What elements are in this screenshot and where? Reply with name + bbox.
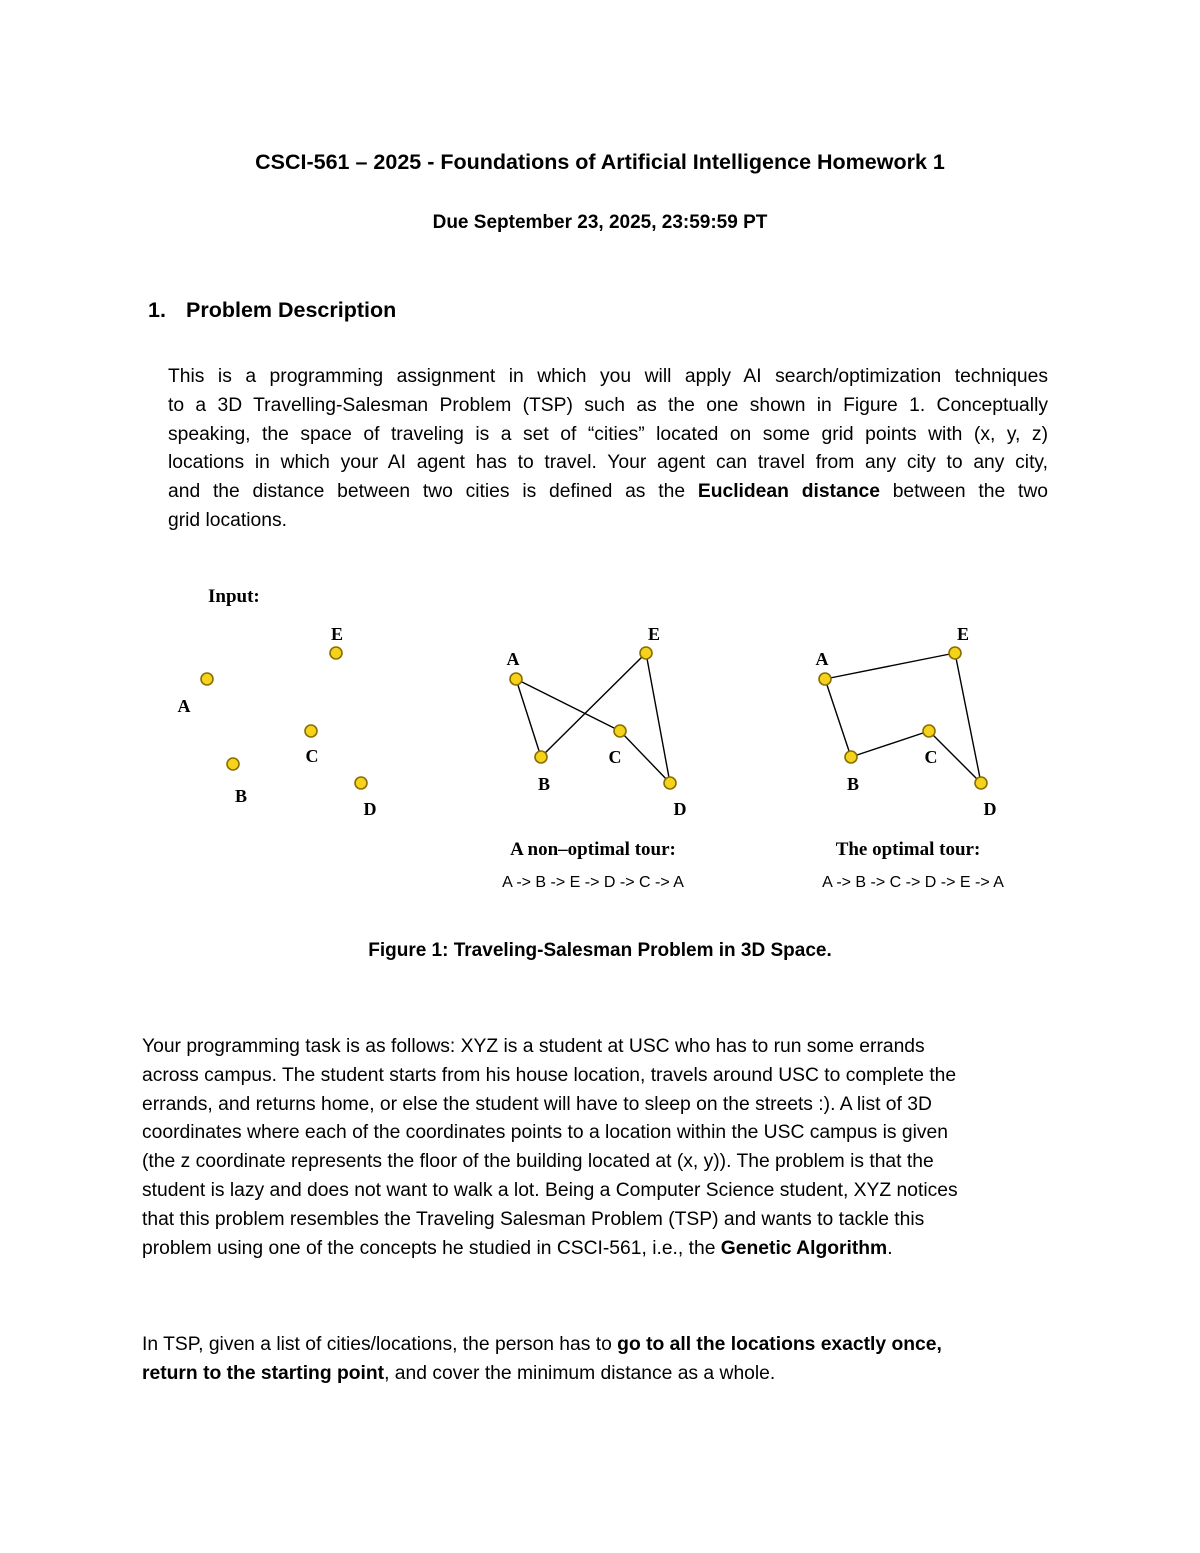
edge-b-c — [851, 731, 929, 757]
city-label-c: C — [924, 747, 938, 767]
city-node-e — [330, 647, 342, 659]
optimal-tour-route: A -> B -> C -> D -> E -> A — [822, 874, 1004, 891]
task-paragraph — [142, 1033, 1062, 1263]
intro-paragraph — [168, 363, 1048, 536]
city-label-b: B — [846, 774, 860, 794]
city-label-a: A — [506, 649, 520, 669]
tsp-line: In TSP, given a list of cities/locations, the person has to go to all the locations exactly once, — [142, 1334, 942, 1355]
city-node-b — [227, 758, 239, 770]
city-node-b — [845, 751, 857, 763]
task-line: Your programming task is as follows: XYZ is a student at USC who has to run some errands — [142, 1036, 925, 1057]
section-title: Problem Description — [186, 298, 397, 322]
task-line: coordinates where each of the coordinates points to a location within the USC campus is given — [142, 1122, 948, 1144]
euclidean-distance-term: Euclidean distance — [697, 481, 880, 503]
city-node-d — [975, 777, 987, 789]
intro-line: and the distance between two cities is defined as the Euclidean distance between the two — [168, 481, 1048, 503]
visit-once-emphasis: go to all the locations exactly once, — [617, 1334, 942, 1355]
edge-a-b — [825, 679, 851, 757]
edge-c-a — [516, 679, 620, 731]
edge-e-a — [825, 653, 955, 679]
city-label-e: E — [956, 624, 970, 644]
city-node-c — [923, 725, 935, 737]
intro-line: locations in which your AI agent has to travel. Your agent can travel from any city to any city, — [168, 452, 1048, 474]
task-line: errands, and returns home, or else the student will have to sleep on the streets :). A list of 3D — [142, 1093, 932, 1115]
tsp-line: return to the starting point, and cover the minimum distance as a whole. — [142, 1362, 776, 1384]
due-date: Due September 23, 2025, 23:59:59 PT — [432, 212, 768, 233]
city-node-c — [614, 725, 626, 737]
city-label-d: D — [983, 799, 997, 819]
city-node-d — [664, 777, 676, 789]
task-line: student is lazy and does not want to walk a lot. Being a Computer Science student, XYZ notices — [142, 1179, 958, 1201]
city-label-e: E — [647, 624, 661, 644]
tsp-paragraph — [142, 1331, 1062, 1389]
edge-a-b — [516, 679, 541, 757]
non-optimal-tour-label: A non–optimal tour: — [510, 839, 676, 860]
input-label: Input: — [208, 586, 260, 607]
city-label-b: B — [234, 786, 248, 806]
city-label-c: C — [608, 747, 622, 767]
city-label-b: B — [537, 774, 551, 794]
city-node-e — [640, 647, 652, 659]
task-line: across campus. The student starts from his house location, travels around USC to complete the — [142, 1064, 957, 1086]
city-node-e — [949, 647, 961, 659]
city-label-a: A — [815, 649, 829, 669]
section-number: 1. — [148, 298, 166, 322]
city-label-e: E — [330, 624, 344, 644]
city-label-a: A — [177, 696, 191, 716]
return-start-emphasis: return to the starting point — [142, 1362, 385, 1384]
intro-line: This is a programming assignment in which you will apply AI search/optimization techniques — [168, 366, 1048, 387]
optimal-tour-edges — [825, 653, 981, 783]
city-node-a — [819, 673, 831, 685]
document-title: CSCI-561 – 2025 - Foundations of Artificial Intelligence Homework 1 — [255, 150, 945, 174]
figure-caption: Figure 1: Traveling-Salesman Problem in 3D Space. — [368, 940, 832, 961]
city-node-c — [305, 725, 317, 737]
city-label-d: D — [363, 799, 377, 819]
optimal-tour-label: The optimal tour: — [835, 839, 981, 860]
city-node-a — [510, 673, 522, 685]
task-line: that this problem resembles the Traveling Salesman Problem (TSP) and wants to tackle this — [142, 1208, 925, 1230]
edge-d-e — [955, 653, 981, 783]
tsp-figure — [160, 575, 1060, 905]
intro-line: grid locations. — [168, 509, 287, 531]
city-node-a — [201, 673, 213, 685]
city-label-c: C — [305, 746, 319, 766]
task-line: problem using one of the concepts he studied in CSCI-561, i.e., the Genetic Algorithm. — [142, 1237, 893, 1259]
genetic-algorithm-term: Genetic Algorithm — [720, 1237, 888, 1259]
city-label-d: D — [673, 799, 687, 819]
city-node-d — [355, 777, 367, 789]
city-node-b — [535, 751, 547, 763]
intro-line: speaking, the space of traveling is a set of “cities” located on some grid points with (x, y, z) — [168, 423, 1048, 445]
edge-e-d — [646, 653, 670, 783]
intro-line: to a 3D Travelling-Salesman Problem (TSP) such as the one shown in Figure 1. Conceptually — [168, 394, 1048, 416]
non-optimal-tour-route: A -> B -> E -> D -> C -> A — [502, 874, 684, 891]
task-line: (the z coordinate represents the floor of the building located at (x, y)). The problem is that the — [142, 1151, 934, 1173]
section-heading — [148, 298, 396, 323]
